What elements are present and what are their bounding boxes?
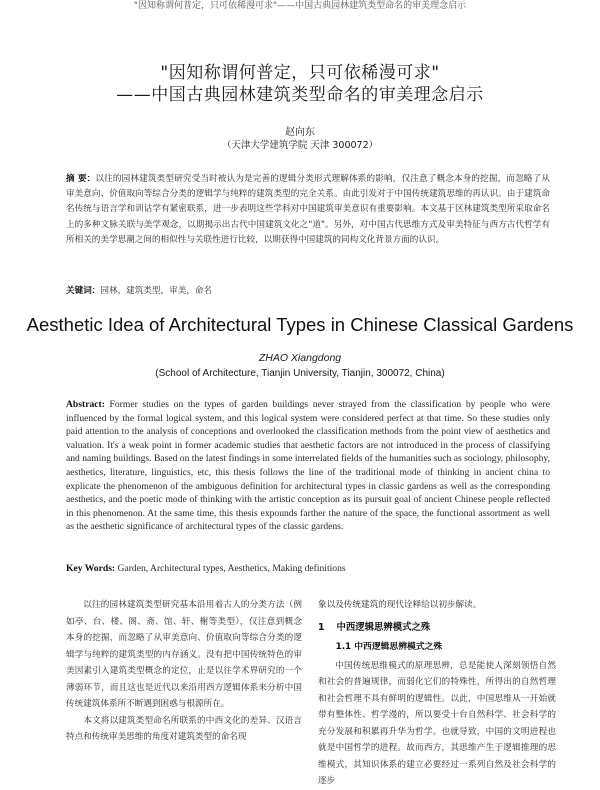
body-paragraph: 中国传统思维模式的原理思辨，总是能使人深刻领悟自然和社会的普遍规律，而弱化它们的特殊性，所得出的自然哲理和社会哲理不具有鲜明的逻辑性。以此，中国思维从一开始就带有整体性、哲学漫的，所以要受十台自然科学、社会科学的充分发展和积累再升华为哲学。也就导致，中国的文明进程也就是中国哲学的进程。故而西方，其思维产生于逻辑推理的思维模式，其知识体系的建立必要经过一系列自然及社会科学的逐步 — [318, 660, 556, 786]
subsection-heading: 1.1 中西逻辑思辨模式之殊 — [335, 642, 443, 652]
chinese-affiliation: （天津大学建筑学院 天津 300072） — [221, 140, 379, 151]
english-author: ZHAO Xiangdong — [258, 352, 342, 364]
section-number: 1 — [318, 621, 325, 633]
chinese-author: 赵向东 — [285, 127, 315, 138]
chinese-title — [0, 62, 600, 106]
chinese-title-line2: ——中国古典园林建筑类型命名的审美理念启示 — [116, 85, 484, 105]
chinese-abstract-text: 以往的园林建筑类型研究受当时被认为是完善的逻辑分类形式理解体系的影响，仅注意了概念本身的挖掘，而忽略了从审美意向、价值取向等综合分类的逻辑学与纯粹的建筑类型的完全关系。由此引发对于中国传统建筑思维的再认识。由于建筑命名传统与语言学和训诂学有紧密联系，进一步表明这些学科对中国建筑审美意识有重要影响。本文基于区林建筑类型所采取命名上的多种文脉关联与美学观念，以期揭示出古代中国建筑文化之"道"。另外，对中国古代思维方式及审美特征与西方古代哲学有所相关的美学思潮之间的相似性与关联性进行比较，以期获得中国建筑的同构文化背景方面的认识。 — [66, 174, 550, 245]
body-left-column — [66, 597, 302, 746]
english-affiliation: (School of Architecture, Tianjin University, Tianjin, 300072, China) — [155, 368, 445, 379]
body-paragraph: 本文将以建筑类型命名所联系的中西文化的差异、汉语言特点和传统审美思维的角度对建筑类型的命名现 — [66, 715, 302, 742]
body-right-column — [318, 597, 556, 790]
english-keywords-text: Garden, Architectural types, Aesthetics, Making definitions — [117, 563, 346, 574]
chinese-abstract-label: 摘 要： — [66, 174, 96, 184]
english-abstract-label: Abstract: — [66, 399, 105, 410]
english-abstract-text: Former studies on the types of garden buildings never strayed from the classification by people who were influenced by the formal logical system, and this logical system were considered perfect at that time. So these studies only paid attention to the analysis of conceptions and overlooked the classification methods from the point view of aesthetics and valuation. It's a weak point in former academic studies that aesthetic factors are not introduced in the process of classifying and naming buildings. Based on the latest findings in some interrelated fields of the humanities such as sociology, philosophy, aesthetics, literature, linguistics, etc, this thesis follows the line of the traditional mode of thinking in ancient china to explicate the phenomenon of the ambiguous definition for architectural types in classic gardens as well as the corresponding aesthetics, and the poetic mode of thinking with the artistic conception as its pursuit goal of ancient Chinese people reflected in this phenomenon. At the same time, this thesis expounds farther the nature of the space, the functional assortment as well as the aesthetic significance of architectural types of the classic gardens. — [66, 399, 550, 533]
chinese-keywords-text: 园林，建筑类型，审美，命名 — [100, 286, 213, 296]
section-title: 中西逻辑思辨模式之殊 — [336, 621, 431, 633]
running-header: "因知称谓何普定，只可依稀漫可求"——中国古典园林建筑类型命名的审美理念启示 — [133, 1, 467, 11]
chinese-keywords-label: 关键词： — [66, 286, 101, 296]
section-heading — [318, 620, 556, 637]
chinese-keywords — [66, 284, 550, 296]
body-paragraph: 以往的园林建筑类型研究基本沿用着古人的分类方法（例如亭、台、楼、阁、斋、馆、轩、榭等类型），仅注意到概念本身的挖掘，而忽略了从审美意向、价值取向等综合分类的逻辑学与纯粹的建筑类型的内存涵义。没有把中国传统特色的审美因素引入建筑类型概念的定位，止是以往学术界研究的一个薄弱环节，而且这也是近代以来沿用西方逻辑体系来分析中国传统建筑体系所不断遇到困惑与根源所在。 — [66, 600, 302, 709]
english-title: Aesthetic Idea of Architectural Types in Chinese Classical Gardens — [26, 314, 574, 335]
body-paragraph-continued: 象以及传统建筑的现代诠释给以初步解读。 — [318, 600, 482, 610]
english-keywords-label: Key Words: — [66, 563, 116, 574]
chinese-abstract — [66, 172, 550, 248]
chinese-title-line1: "因知称谓何普定，只可依稀漫可求" — [160, 63, 440, 83]
english-abstract — [66, 398, 550, 534]
english-keywords — [66, 563, 550, 574]
